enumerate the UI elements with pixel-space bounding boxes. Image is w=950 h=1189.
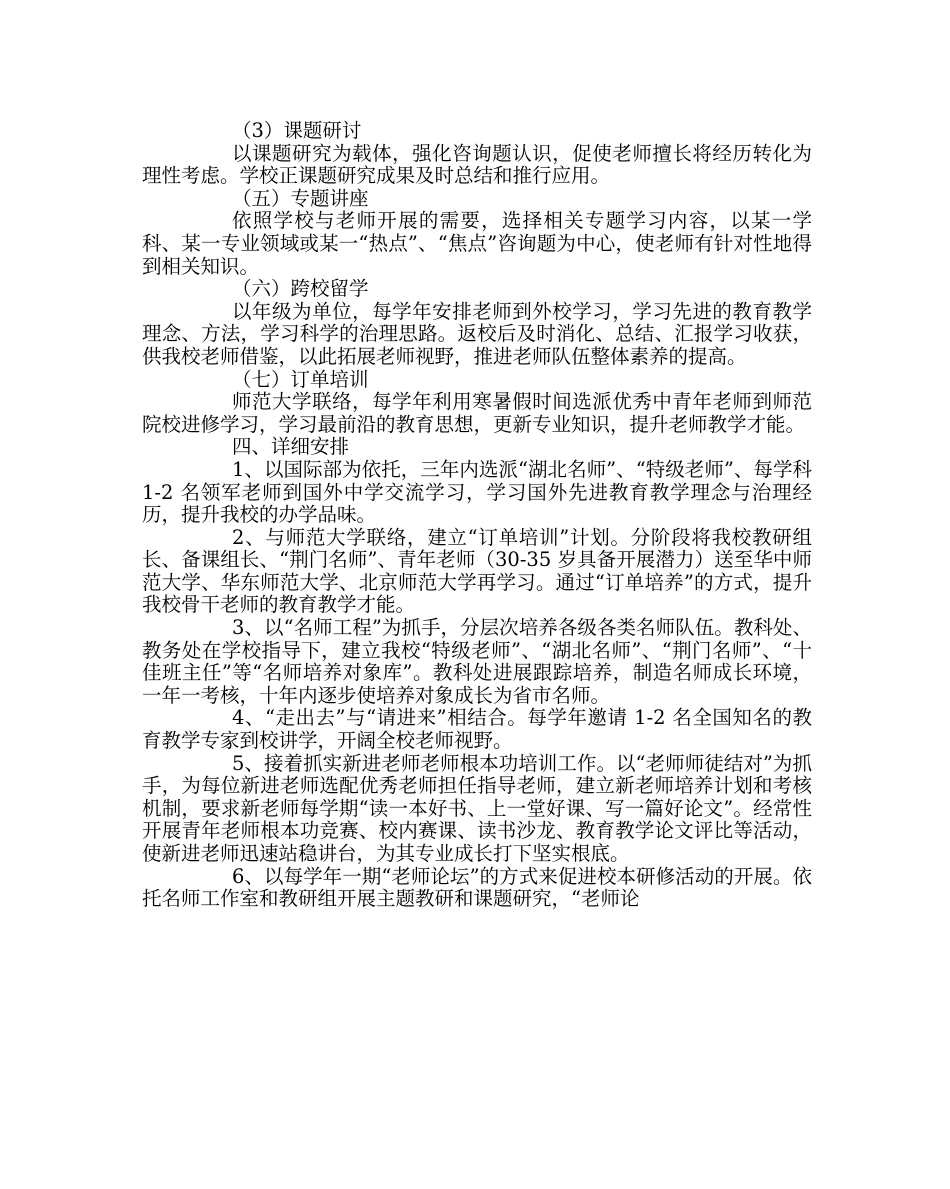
heading-order-training: （七）订单培训 [232,367,369,391]
paragraph-item-5: 5、接着抓实新进老师老师根本功培训工作。以“老师师徒结对”为抓手，为每位新进老师选配优秀老师担任指导老师，建立新老师培养计划和考核机制，要求新老师每学期“读一本好书、上一堂好课、写一篇好论文”。经常性开展青年老师根本功竞赛、校内赛课、读书沙龙、教育教学论文评比等活动，使新进老师迅速站稳讲台，为其专业成长打下坚实根底。 [142,751,812,865]
heading-detailed-arrangement: 四、详细安排 [232,435,350,459]
paragraph-item-6: 6、以每学年一期“老师论坛”的方式来促进校本研修活动的开展。依托名师工作室和教研组开展主题教研和课题研究，“老师论 [142,864,812,911]
paragraph-special-lectures: 依照学校与老师开展的需要，选择相关专题学习内容，以某一学科、某一专业领域或某一“热点”、“焦点”咨询题为中心，使老师有针对性地得到相关知识。 [142,209,812,278]
paragraph-item-4: 4、“走出去”与“请进来”相结合。每学年邀请 1-2 名全国知名的教育教学专家到校讲学，开阔全校老师视野。 [142,706,812,753]
paragraph-order-training: 师范大学联络，每学年利用寒暑假时间选派优秀中青年老师到师范院校进修学习，学习最前沿的教育思想，更新专业知识，提升老师教学才能。 [142,390,812,436]
paragraph-item-1: 1、以国际部为依托，三年内选派“湖北名师”、“特级老师”、每学科 1-2 名领军老师到国外中学交流学习，学习国外先进教育教学理念与治理经历，提升我校的办学品味。 [142,457,812,527]
heading-cross-school-study: （六）跨校留学 [232,277,369,301]
paragraph-item-2: 2、与师范大学联络，建立“订单培训”计划。分阶段将我校教研组长、备课组长、“荆门名师”、青年老师（30-35 岁具备开展潜力）送至华中师范大学、华东师范大学、北京师范大学再学习。通过“订单培养”的方式，提升我校骨干老师的教育教学才能。 [142,525,812,617]
paragraph-cross-school-study: 以年级为单位，每学年安排老师到外校学习，学习先进的教育教学理念、方法，学习科学的治理思路。返校后及时消化、总结、汇报学习收获，供我校老师借鉴，以此拓展老师视野，推进老师队伍整体素养的提高。 [142,299,812,368]
heading-special-lectures: （五）专题讲座 [232,186,369,210]
paragraph-item-3: 3、以“名师工程”为抓手，分层次培养各级各类名师队伍。教科处、教务处在学校指导下，建立我校“特级老师”、“湖北名师”、“荆门名师”、“十佳班主任”等“名师培养对象库”。教科处进展跟踪培养，制造名师成长环境，一年一考核，十年内逐步使培养对象成长为省市名师。 [142,616,812,707]
heading-topic-research: （3）课题研讨 [232,119,362,142]
paragraph-topic-research: 以课题研究为载体，强化咨询题认识，促使老师擅长将经历转化为理性考虑。学校正课题研究成果及时总结和推行应用。 [142,141,812,188]
document-body [142,120,812,911]
